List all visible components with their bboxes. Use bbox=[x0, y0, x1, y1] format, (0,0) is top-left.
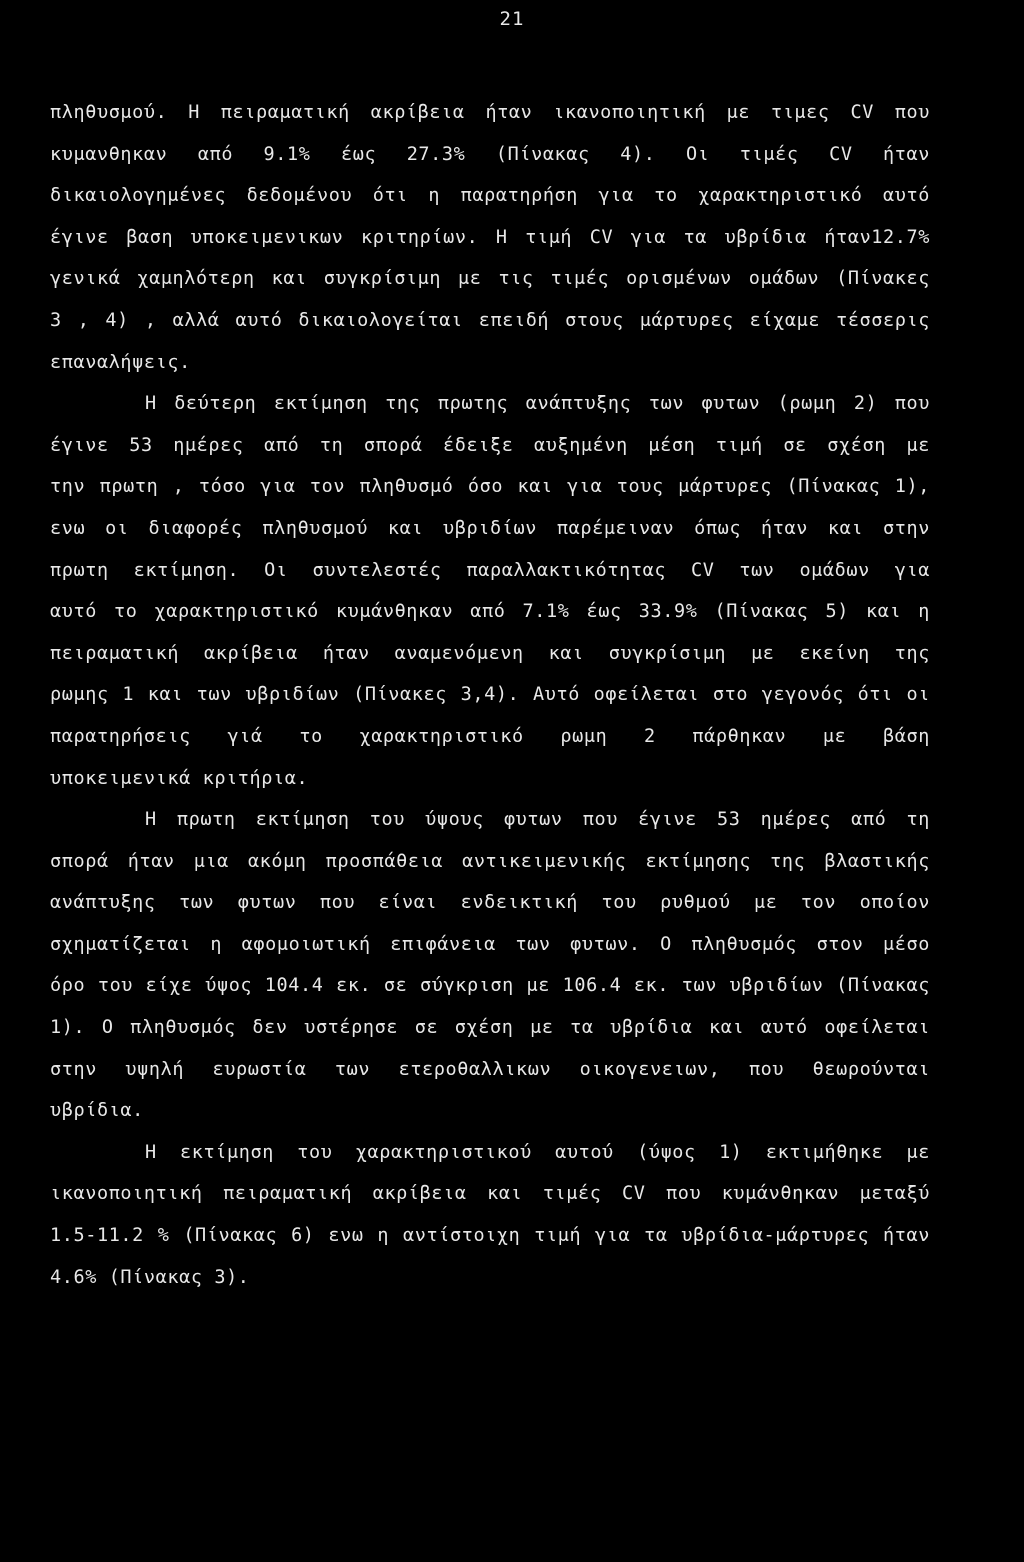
text-line: σχηματίζεται η αφομοιωτική επιφάνεια των φυτων. Ο πληθυσμός στον μέσο bbox=[50, 933, 930, 955]
text-line: έγινε 53 ημέρες από τη σπορά έδειξε αυξημένη μέση τιμή σε σχέση με bbox=[50, 434, 930, 456]
text-line: Η δεύτερη εκτίμηση της πρωτης ανάπτυξης των φυτων (ρωμη 2) που bbox=[145, 393, 930, 415]
text-line: ενω οι διαφορές πληθυσμού και υβριδίων παρέμειναν όπως ήταν και στην bbox=[50, 517, 930, 539]
text-line: 4.6% (Πίνακας 3). bbox=[50, 1266, 250, 1288]
page-number: 21 bbox=[499, 8, 525, 30]
text-line: Η πρωτη εκτίμηση του ύψους φυτων που έγινε 53 ημέρες από τη bbox=[145, 809, 930, 831]
text-line: 3 , 4) , αλλά αυτό δικαιολογείται επειδή στους μάρτυρες είχαμε τέσσερις bbox=[50, 309, 930, 331]
text-line: γενικά χαμηλότερη και συγκρίσιμη με τις τιμές ορισμένων ομάδων (Πίνακες bbox=[50, 268, 930, 290]
text-line: Η εκτίμηση του χαρακτηριστικού αυτού (ύψος 1) εκτιμήθηκε με bbox=[145, 1141, 930, 1163]
text-line: υβρίδια. bbox=[50, 1100, 144, 1122]
text-line: κυμανθηκαν από 9.1% έως 27.3% (Πίνακας 4). Οι τιμές CV ήταν bbox=[50, 143, 930, 165]
text-line: την πρωτη , τόσο για τον πληθυσμό όσο και για τους μάρτυρες (Πίνακας 1), bbox=[50, 476, 930, 498]
text-line: όρο του είχε ύψος 104.4 εκ. σε σύγκριση με 106.4 εκ. των υβριδίων (Πίνακας bbox=[50, 975, 930, 997]
text-line: επαναλήψεις. bbox=[50, 351, 191, 373]
text-line: σπορά ήταν μια ακόμη προσπάθεια αντικειμενικής εκτίμησης της βλαστικής bbox=[50, 850, 930, 872]
text-line: έγινε βαση υποκειμενικων κριτηρίων. Η τιμή CV για τα υβρίδια ήταν12.7% bbox=[50, 226, 930, 248]
text-line: 1). Ο πληθυσμός δεν υστέρησε σε σχέση με τα υβρίδια και αυτό οφείλεται bbox=[50, 1017, 930, 1039]
text-line: πρωτη εκτίμηση. Οι συντελεστές παραλλακτικότητας CV των ομάδων για bbox=[50, 559, 930, 581]
text-line: πειραματική ακρίβεια ήταν αναμενόμενη και συγκρίσιμη με εκείνη της bbox=[50, 642, 930, 664]
text-line: υποκειμενικά κριτήρια. bbox=[50, 767, 309, 789]
text-line: ρωμης 1 και των υβριδίων (Πίνακες 3,4). Αυτό οφείλεται στο γεγονός ότι οι bbox=[50, 684, 930, 706]
text-line: αυτό το χαρακτηριστικό κυμάνθηκαν από 7.1% έως 33.9% (Πίνακας 5) και η bbox=[50, 601, 930, 623]
text-line: στην υψηλή ευρωστία των ετεροθαλλικων οικογενειων, που θεωρούνται bbox=[50, 1058, 930, 1080]
text-line: ανάπτυξης των φυτων που είναι ενδεικτική του ρυθμού με τον οποίον bbox=[50, 892, 930, 914]
text-line: ικανοποιητική πειραματική ακρίβεια και τιμές CV που κυμάνθηκαν μεταξύ bbox=[50, 1183, 930, 1205]
text-line: δικαιολογημένες δεδομένου ότι η παρατηρήση για το χαρακτηριστικό αυτό bbox=[50, 185, 930, 207]
text-line: πληθυσμού. Η πειραματική ακρίβεια ήταν ικανοποιητική με τιμες CV που bbox=[50, 102, 930, 123]
body-text bbox=[50, 92, 980, 1298]
text-line: παρατηρήσεις γιά το χαρακτηριστικό ρωμη 2 πάρθηκαν με βάση bbox=[50, 725, 930, 747]
text-line: 1.5-11.2 % (Πίνακας 6) ενω η αντίστοιχη τιμή για τα υβρίδια-μάρτυρες ήταν bbox=[50, 1225, 930, 1247]
